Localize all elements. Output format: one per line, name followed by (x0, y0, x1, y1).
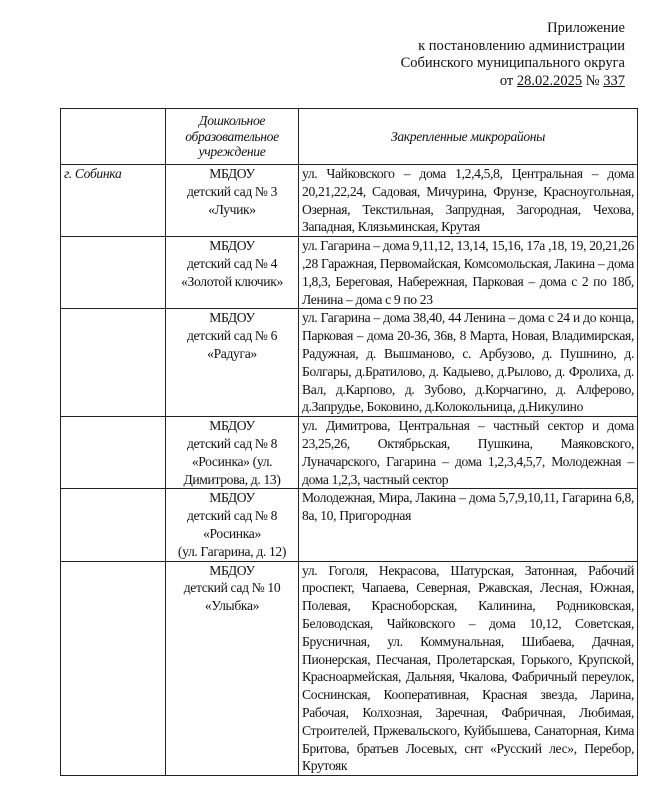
header-date-number (401, 73, 625, 91)
table-row (61, 165, 638, 237)
header-resolution: к постановлению администрации (418, 37, 625, 54)
institution-type: МБДОУ (209, 310, 255, 326)
institution-number: детский сад № 6 (186, 328, 278, 344)
institution-name: «Улыбка» (204, 598, 260, 614)
institution-name: «Росинка» (ул. (191, 453, 273, 469)
header-cell-empty (61, 109, 166, 165)
resolution-date: 28.02.2025 (516, 72, 583, 89)
districts-cell: ул. Гагарина – дома 9,11,12, 13,14, 15,16, 17а ,18, 19, 20,21,26 ,28 Гаражная, Первомайская, Комсомольская, Лакина – дома 1,8,3, Береговая, Набережная, Парковая – дома с 2 по 18б, Ленина – дома с 9 по 23 (299, 237, 638, 309)
table-row (61, 489, 638, 561)
districts-cell: ул. Димитрова, Центральная – частный сектор и дома 23,25,26, Октябрьская, Пушкина, Маяковского, Луначарского, Гагарина – дома 1,2,3,4,5,7, Молодежная – дома 1,2,3, частный сектор (299, 417, 638, 489)
institution-address: (ул. Гагарина, д. 12) (177, 543, 287, 559)
header-appendix: Приложение (547, 20, 625, 36)
city-cell (61, 309, 166, 417)
table-row (61, 417, 638, 489)
city-cell: г. Собинка (61, 165, 166, 237)
districts-cell: Молодежная, Мира, Лакина – дома 5,7,9,10,11, Гагарина 6,8, 8а, 10, Пригородная (299, 489, 638, 561)
resolution-number: 337 (603, 72, 625, 89)
table-row (61, 237, 638, 309)
institution-cell (166, 237, 299, 309)
districts-cell: ул. Гоголя, Некрасова, Шатурская, Затонная, Рабочий проспект, Чапаева, Северная, Ржавская, Лесная, Южная, Полевая, Красноборская, Калинина, Родниковская, Беловодская, Чайковского – дома 10,12, Советская, Брусничная, ул. Коммунальная, Шибаева, Дачная, Пионерская, Песчаная, Пролетарская, Горького, Крупской, Красноармейская, Дальняя, Чкалова, Фабричный переулок, Соснинская, Кооперативная, Красная звезда, Ларина, Рабочая, Колхозная, Заречная, Фабричная, Любимая, Строителей, Пржевальского, Куйбышева, Санаторная, Кима Бритова, братьев Лосевых, снт «Русский лес», Перебор, Крутояк (299, 561, 638, 776)
city-cell (61, 417, 166, 489)
table-row (61, 309, 638, 417)
table-header-row (61, 109, 638, 165)
city-cell (61, 561, 166, 776)
header-district: Собинского муниципального округа (400, 55, 625, 71)
header-cell-institution: Дошкольное образовательное учреждение (166, 109, 299, 165)
institution-number: детский сад № 3 (186, 183, 278, 199)
institution-type: МБДОУ (209, 238, 255, 254)
institution-type: МБДОУ (209, 418, 255, 434)
institution-cell (166, 309, 299, 417)
institution-name: «Росинка» (203, 525, 261, 541)
districts-cell: ул. Гагарина – дома 38,40, 44 Ленина – дома с 24 и до конца, Парковая – дома 20-36, 36в, 8 Марта, Новая, Владимирская, Радужная, д. Вышманово, с. Арбузово, д. Пушнино, д. Болгары, д.Братилово, д. Кадыево, д.Рылово, д. Фролиха, д. Вал, д.Карпово, д. Зубово, д.Корчагино, д. Алферово, д.Запрудье, Боковино, д.Колокольница, д.Никулино (299, 309, 638, 417)
institution-number: детский сад № 10 (183, 580, 281, 596)
date-prefix: от (499, 72, 517, 89)
institution-name: «Золотой ключик» (181, 273, 283, 289)
institution-number: детский сад № 8 (186, 508, 278, 524)
city-cell (61, 237, 166, 309)
institution-type: МБДОУ (209, 562, 255, 578)
institution-type: МБДОУ (209, 166, 255, 181)
document-header (401, 20, 625, 90)
institution-number: детский сад № 8 (186, 435, 278, 451)
districts-table (60, 108, 638, 776)
institution-type: МБДОУ (209, 490, 255, 506)
header-cell-districts: Закрепленные микрорайоны (299, 109, 638, 165)
institution-cell (166, 417, 299, 489)
institution-number: детский сад № 4 (186, 255, 278, 271)
districts-cell: ул. Чайковского – дома 1,2,4,5,8, Центральная – дома 20,21,22,24, Садовая, Мичурина, Фрунзе, Красноугольная, Озерная, Текстильная, Запрудная, Загородная, Чехова, Западная, Клязьминская, Крутая (299, 165, 638, 237)
city-cell (61, 489, 166, 561)
table-row (61, 561, 638, 776)
institution-name: «Лучик» (208, 201, 256, 217)
institution-cell (166, 561, 299, 776)
institution-cell (166, 165, 299, 237)
institution-name: «Радуга» (207, 345, 257, 361)
number-prefix: № (582, 72, 604, 89)
institution-cell (166, 489, 299, 561)
institution-address: Димитрова, д. 13) (183, 471, 281, 487)
